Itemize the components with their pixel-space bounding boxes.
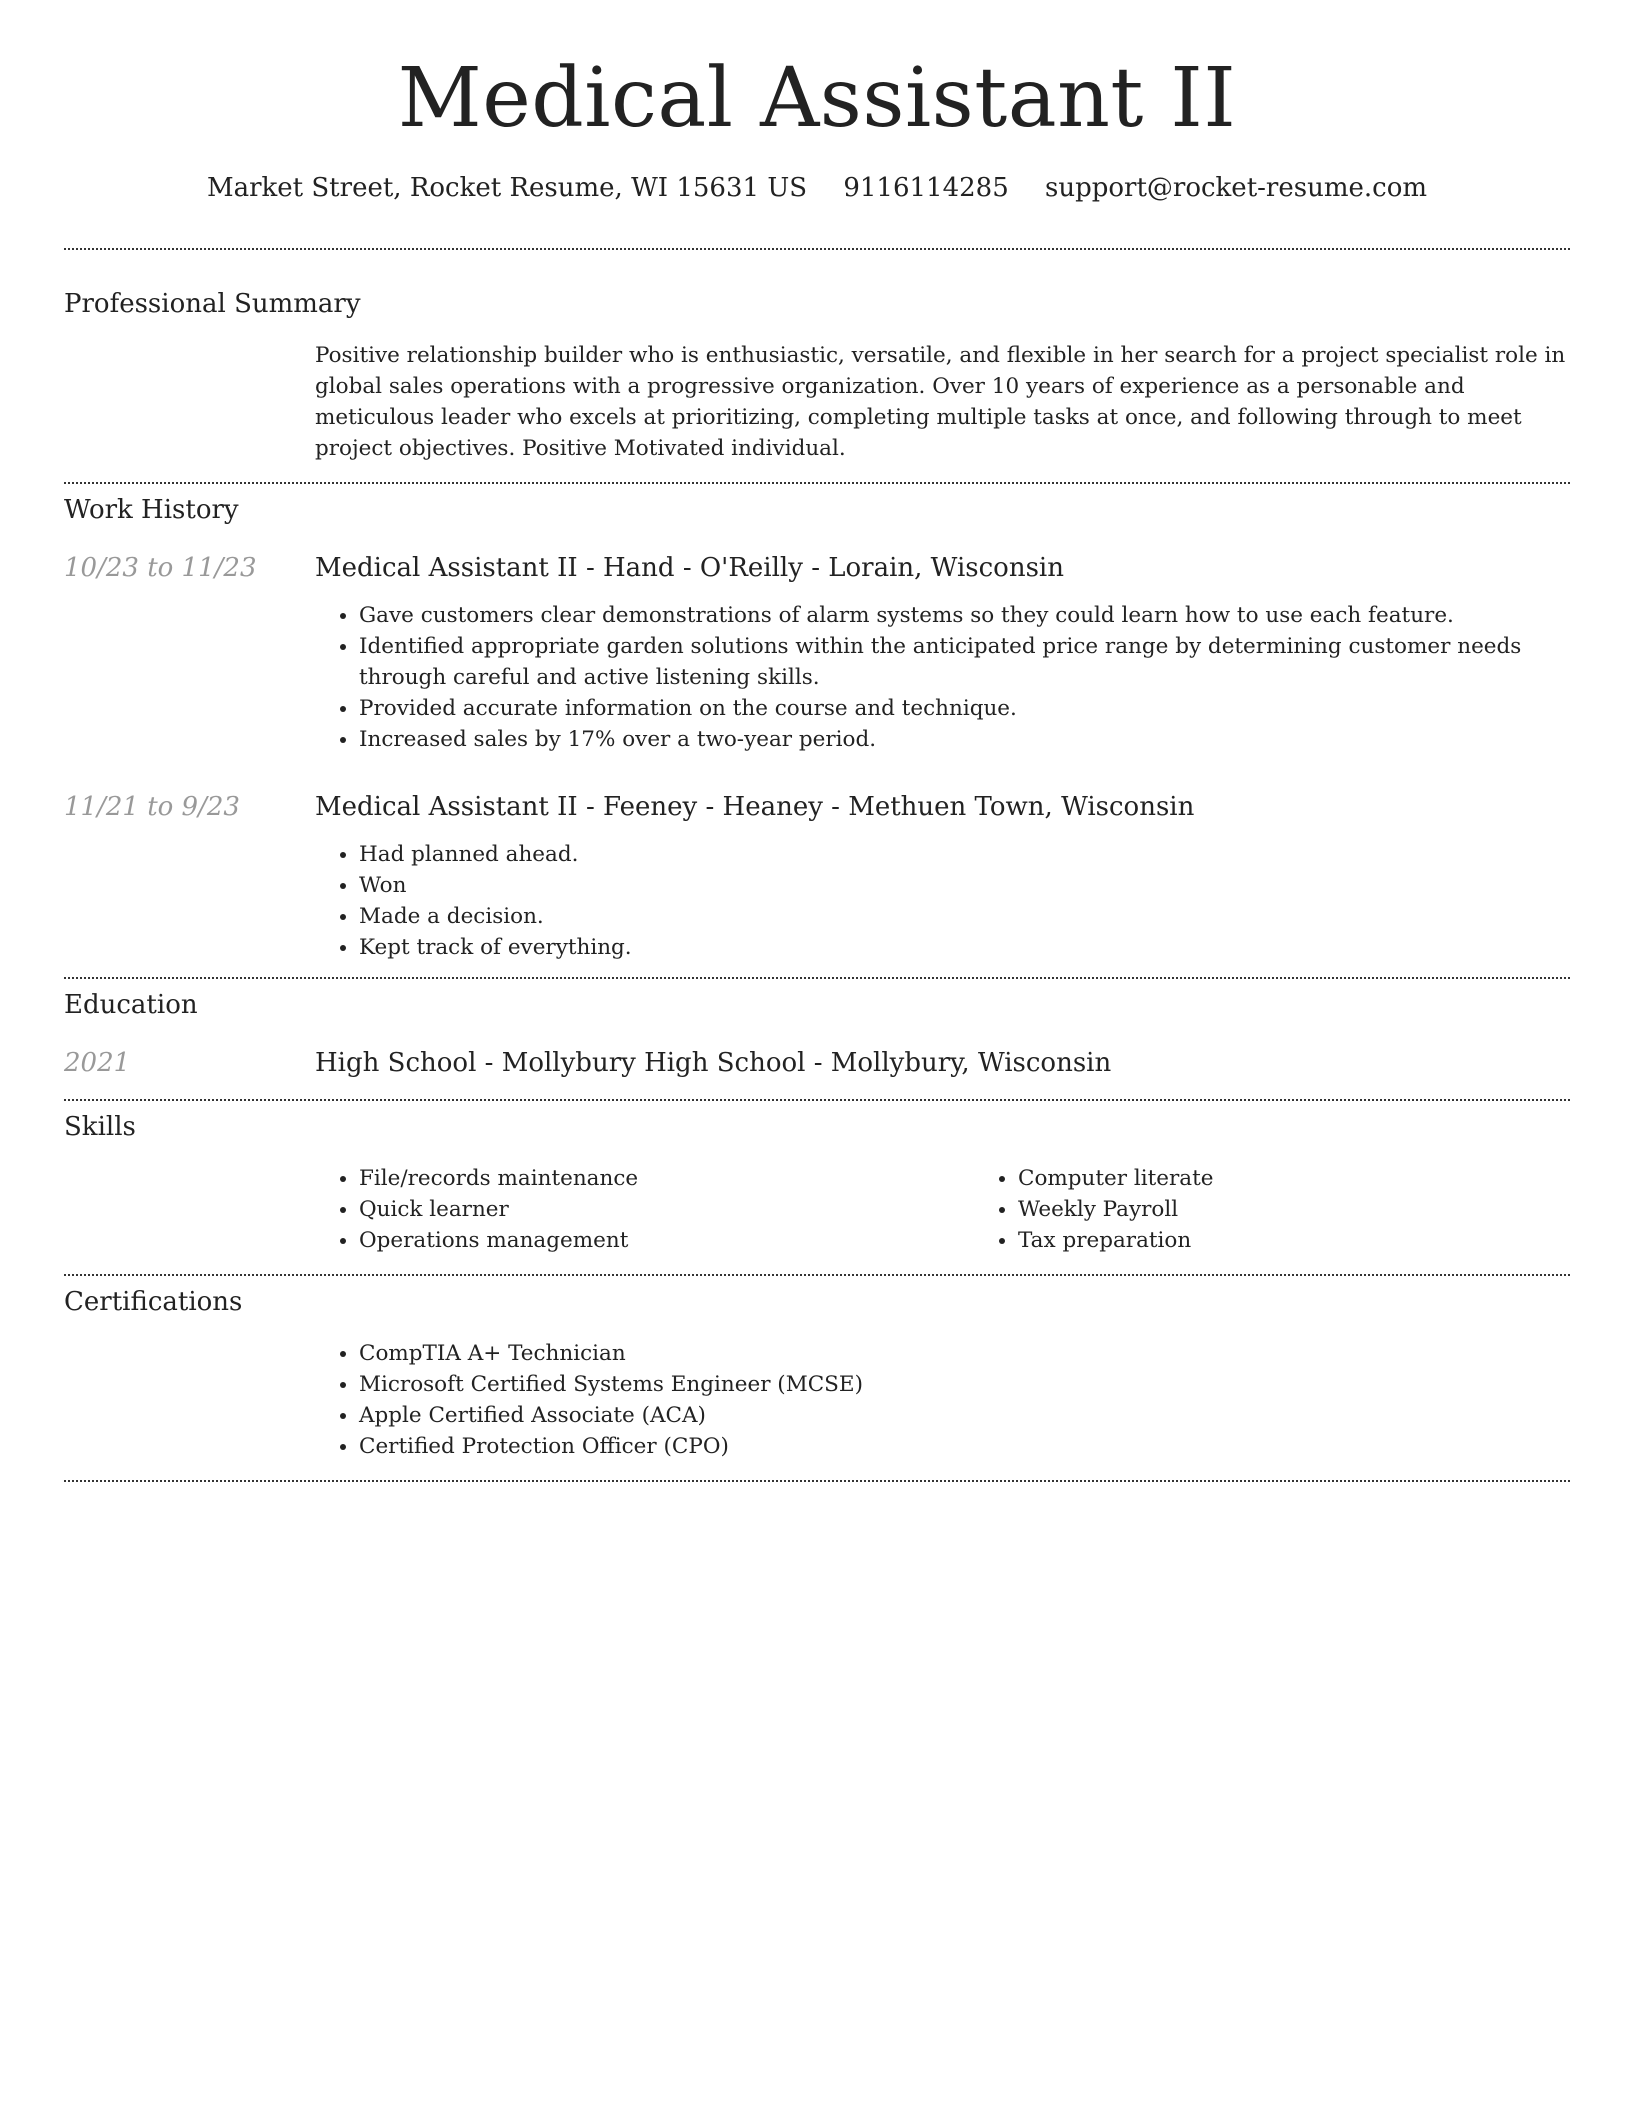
work-section — [64, 484, 1570, 963]
resume-page — [64, 0, 1570, 1482]
summary-section — [64, 250, 1570, 464]
list-item: • File/records maintenance — [359, 1163, 974, 1194]
skills-list — [315, 1163, 974, 1256]
list-item: • Microsoft Certified Systems Engineer (MCSE) — [359, 1369, 1570, 1400]
job-dates: 10/23 to 11/23 — [64, 553, 257, 583]
job-heading: Medical Assistant II - Hand - O'Reilly - Lorain, Wisconsin — [315, 553, 1064, 583]
list-item: • Quick learner — [359, 1194, 974, 1225]
skills-section — [64, 1101, 1570, 1256]
list-item: • Had planned ahead. — [359, 839, 1570, 870]
phone: 9116114285 — [843, 173, 1009, 203]
divider — [64, 1480, 1570, 1482]
job-entry — [64, 552, 1570, 755]
list-item: • Increased sales by 17% over a two-year period. — [359, 724, 1570, 755]
list-item: • Certified Protection Officer (CPO) — [359, 1431, 1570, 1462]
job-bullets — [315, 839, 1570, 963]
certifications-section — [64, 1276, 1570, 1462]
list-item: • Tax preparation — [1018, 1225, 1632, 1256]
email: support@rocket-resume.com — [1045, 173, 1428, 203]
education-degree: High School — [315, 1048, 477, 1078]
education-year: 2021 — [64, 1048, 131, 1078]
list-item: • CompTIA A+ Technician — [359, 1338, 1570, 1369]
certifications-list — [315, 1338, 1570, 1462]
section-title-summary: Professional Summary — [64, 289, 361, 319]
job-bullets — [315, 600, 1570, 755]
job-entry — [64, 791, 1570, 963]
job-dates: 11/21 to 9/23 — [64, 792, 240, 822]
job-heading: Medical Assistant II - Feeney - Heaney - Methuen Town, Wisconsin — [315, 792, 1195, 822]
education-section — [64, 979, 1570, 1079]
list-item: • Operations management — [359, 1225, 974, 1256]
section-title-education: Education — [64, 990, 198, 1020]
list-item: • Apple Certified Associate (ACA) — [359, 1400, 1570, 1431]
list-item: • Won — [359, 870, 1570, 901]
section-title-certifications: Certifications — [64, 1287, 243, 1317]
list-item: • Gave customers clear demonstrations of alarm systems so they could learn how to use each feature. — [359, 600, 1570, 631]
skills-list — [974, 1163, 1632, 1256]
list-item: • Made a decision. — [359, 901, 1570, 932]
address: Market Street, Rocket Resume, WI 15631 US — [206, 173, 808, 203]
list-item: • Weekly Payroll — [1018, 1194, 1632, 1225]
education-school: - Mollybury High School - Mollybury, Wisconsin — [476, 1048, 1112, 1078]
section-title-skills: Skills — [64, 1112, 136, 1142]
education-entry — [64, 1047, 1570, 1079]
list-item: • Identified appropriate garden solutions within the anticipated price range by determining customer needs through careful and active listening skills. — [359, 631, 1570, 693]
contact-line — [64, 172, 1570, 204]
list-item: • Provided accurate information on the course and technique. — [359, 693, 1570, 724]
summary-text: Positive relationship builder who is enthusiastic, versatile, and flexible in her search for a project specialist role in global sales operations with a progressive organization. Over 10 years of experience as a personable and meticulous leader who excels at prioritizing, completing multiple tasks at once, and following through to meet project objectives. Positive Motivated individual. — [315, 343, 1566, 461]
candidate-name: Medical Assistant II — [397, 51, 1237, 146]
list-item: • Kept track of everything. — [359, 932, 1570, 963]
list-item: • Computer literate — [1018, 1163, 1632, 1194]
section-title-work: Work History — [64, 495, 239, 525]
